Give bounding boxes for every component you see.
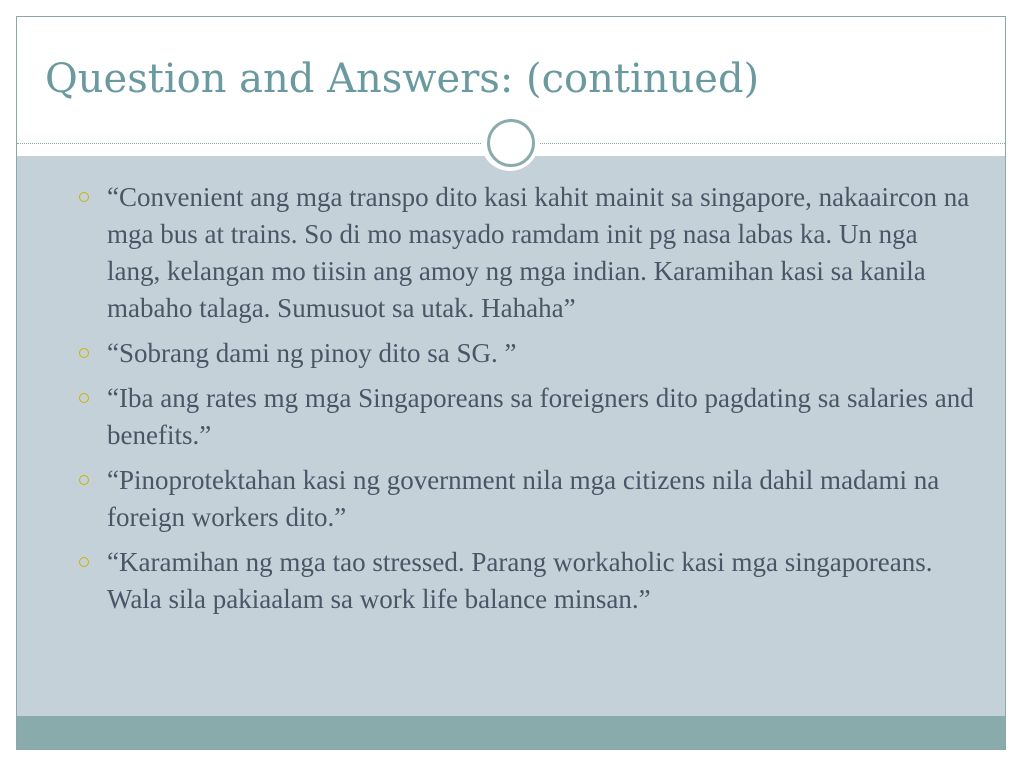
circle-bullet-icon [79,475,89,485]
circle-ring [487,119,535,167]
circle-bullet-icon [79,192,89,202]
bullet-item [77,544,977,618]
slide-title: Question and Answers: (continued) [45,56,760,102]
circle-bullet-icon [79,348,89,358]
bullet-text: “Karamihan ng mga tao stressed. Parang workaholic kasi mga singaporeans. Wala sila pakiaalam sa work life balance minsan.” [107,547,933,614]
slide [16,16,1006,750]
content-area [17,156,1005,716]
bullet-text: “Pinoprotektahan kasi ng government nila mga citizens nila dahil madami na foreign workers dito.” [107,465,940,532]
bullet-item [77,335,977,372]
bullet-item [77,179,977,327]
footer-band [17,716,1005,750]
bullet-text: “Convenient ang mga transpo dito kasi kahit mainit sa singapore, nakaaircon na mga bus at trains. So di mo masyado ramdam init pg nasa labas ka. Un nga lang, kelangan mo tiisin ang amoy ng mga indian. Karamihan kasi sa kanila mabaho talaga. Sumusuot sa utak. Hahaha” [107,182,970,323]
bullet-item [77,462,977,536]
divider-circle-icon [481,113,539,171]
bullet-text: “Sobrang dami ng pinoy dito sa SG. ” [107,338,517,368]
bullet-text: “Iba ang rates mg mga Singaporeans sa foreigners dito pagdating sa salaries and benefits.” [107,383,974,450]
bullet-item [77,380,977,454]
bullet-list [77,179,977,626]
circle-bullet-icon [79,393,89,403]
circle-bullet-icon [79,557,89,567]
